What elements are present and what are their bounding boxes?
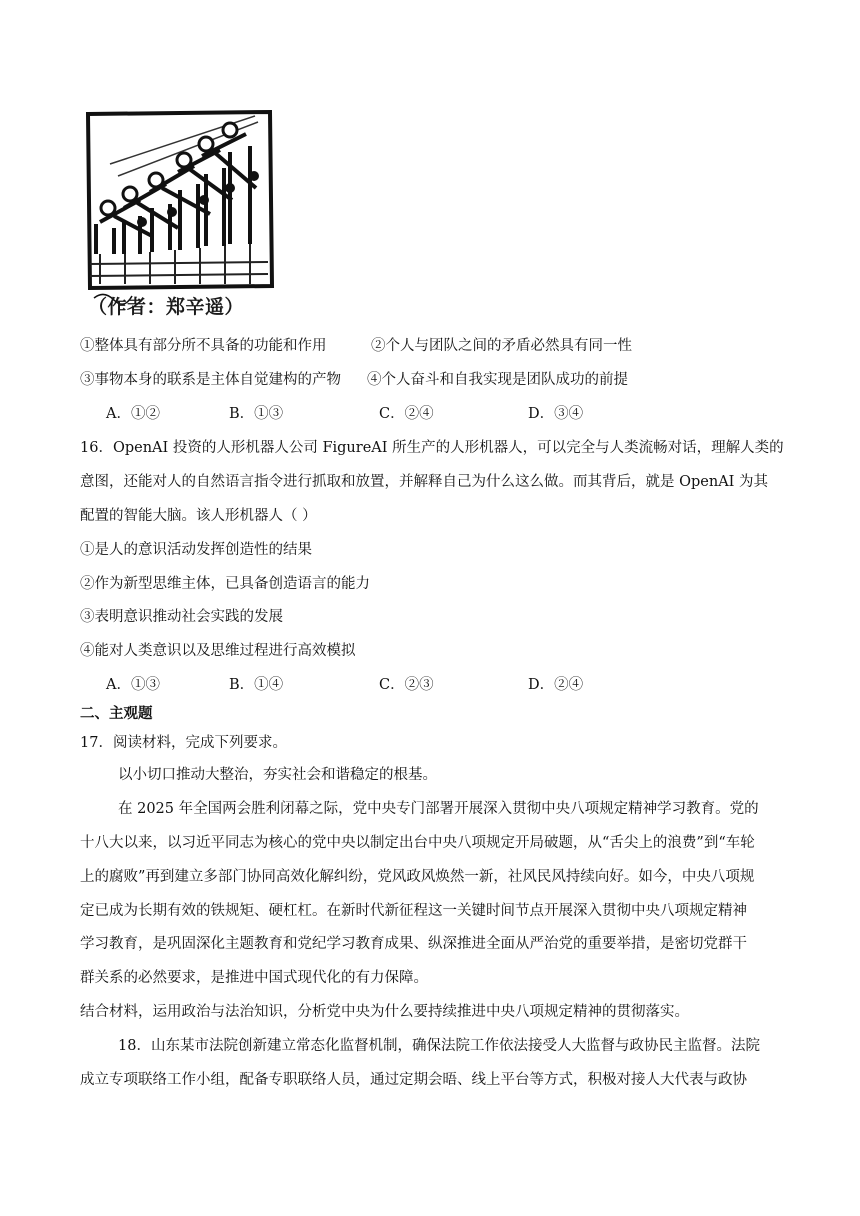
q17-stem: 17．阅读材料，完成下列要求。 [80, 735, 287, 751]
q16-option-d[interactable]: D．②④ [528, 677, 584, 693]
q18-line-2: 成立专项联络工作小组，配备专职联络人员，通过定期会晤、线上平台等方式，积极对接人大代表与政协 [80, 1072, 747, 1088]
q15-option-a[interactable]: A．①② [106, 406, 160, 422]
q16-statement-4: ④能对人类意识以及思维过程进行高效模拟 [80, 643, 356, 659]
q15-statement-1: ①整体具有部分所不具备的功能和作用 [80, 338, 327, 354]
q18-line-1: 18．山东某市法院创新建立常态化监督机制，确保法院工作依法接受人大监督与政协民主监督。法院 [118, 1038, 760, 1054]
q17-material-line-3: 上的腐败”再到建立多部门协同高效化解纠纷，党风政风焕然一新，社风民风持续向好。如今，中央八项规 [80, 869, 755, 885]
q16-stem-line-2: 意图，还能对人的自然语言指令进行抓取和放置，并解释自己为什么这么做。而其背后，就是 OpenAI 为其 [80, 474, 769, 490]
q15-statement-2: ②个人与团队之间的矛盾必然具有同一性 [371, 338, 632, 354]
q16-option-c[interactable]: C．②③ [379, 677, 434, 693]
q17-material-line-5: 学习教育，是巩固深化主题教育和党纪学习教育成果、纵深推进全面从严治党的重要举措，是密切党群干 [80, 936, 747, 952]
q15-option-d[interactable]: D．③④ [528, 406, 584, 422]
q15-statement-4: ④个人奋斗和自我实现是团队成功的前提 [367, 372, 628, 388]
q15-option-c[interactable]: C．②④ [379, 406, 434, 422]
cartoon-caption: （作者：郑辛遥） [88, 296, 245, 318]
section-title: 二、主观题 [80, 705, 153, 722]
q16-stem-line-3: 配置的智能大脑。该人形机器人（ ） [80, 508, 317, 524]
q16-option-b[interactable]: B．①④ [229, 677, 284, 693]
q16-statement-2: ②作为新型思维主体，已具备创造语言的能力 [80, 576, 370, 592]
q17-material-line-6: 群关系的必然要求，是推进中国式现代化的有力保障。 [80, 970, 428, 986]
q16-statement-1: ①是人的意识活动发挥创造性的结果 [80, 542, 312, 558]
q17-material-title: 以小切口推动大整治，夯实社会和谐稳定的根基。 [118, 767, 437, 783]
q17-material-line-2: 十八大以来，以习近平同志为核心的党中央以制定出台中央八项规定开局破题，从“舌尖上的浪费”到“车轮 [80, 835, 755, 851]
q16-stem-line-1: 16．OpenAI 投资的人形机器人公司 FigureAI 所生产的人形机器人，可以完全与人类流畅对话，理解人类的 [80, 440, 784, 456]
q16-option-a[interactable]: A．①③ [106, 677, 160, 693]
q15-statement-3: ③事物本身的联系是主体自觉建构的产物 [80, 372, 341, 388]
q16-statement-3: ③表明意识推动社会实践的发展 [80, 609, 283, 625]
q17-requirement: 结合材料，运用政治与法治知识，分析党中央为什么要持续推进中央八项规定精神的贯彻落实。 [80, 1004, 689, 1020]
q17-material-line-4: 定已成为长期有效的铁规矩、硬杠杠。在新时代新征程这一关键时间节点开展深入贯彻中央八项规定精神 [80, 903, 747, 919]
q17-material-line-1: 在 2025 年全国两会胜利闭幕之际，党中央专门部署开展深入贯彻中央八项规定精神学习教育。党的 [118, 801, 759, 817]
q15-option-b[interactable]: B．①③ [229, 406, 284, 422]
